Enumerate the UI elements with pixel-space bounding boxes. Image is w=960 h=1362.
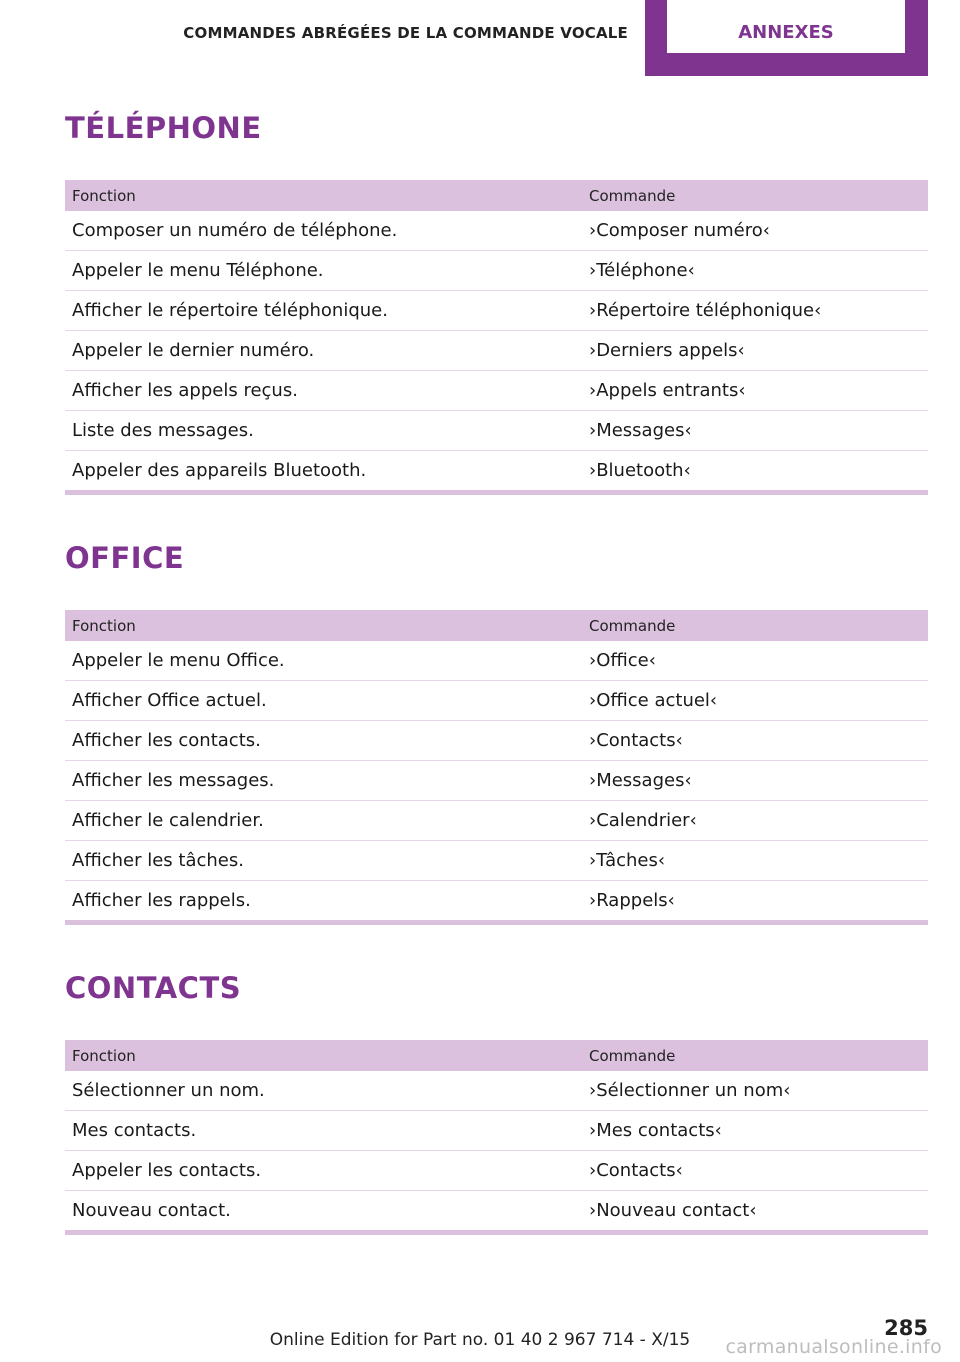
function-cell: Appeler le menu Téléphone. (65, 251, 582, 291)
command-cell: ›Office‹ (582, 641, 928, 681)
table-row (65, 211, 928, 251)
column-header-commande: Commande (582, 1040, 928, 1071)
command-cell: ›Contacts‹ (582, 1151, 928, 1191)
command-cell: ›Tâches‹ (582, 841, 928, 881)
table-row (65, 1151, 928, 1191)
table-bottom-rule (65, 1230, 928, 1235)
column-header-commande: Commande (582, 180, 928, 211)
function-cell: Afficher le calendrier. (65, 801, 582, 841)
section-title: CONTACTS (65, 971, 242, 1005)
function-cell: Afficher les contacts. (65, 721, 582, 761)
table-row (65, 251, 928, 291)
table-row (65, 371, 928, 411)
function-cell: Appeler le dernier numéro. (65, 331, 582, 371)
column-header-fonction: Fonction (65, 610, 582, 641)
command-cell: ›Rappels‹ (589, 890, 675, 911)
function-cell: Afficher Office actuel. (65, 681, 582, 721)
command-cell: ›Calendrier‹ (582, 801, 928, 841)
function-cell: Appeler les contacts. (65, 1151, 582, 1191)
command-cell: ›Messages‹ (582, 761, 928, 801)
watermark: carmanualsonline.info (725, 1336, 942, 1358)
table-row (65, 881, 928, 921)
table-bottom-rule (65, 490, 928, 495)
command-cell: ›Office actuel‹ (582, 681, 928, 721)
function-cell: Afficher les tâches. (65, 841, 582, 881)
table-row (65, 641, 928, 681)
column-header-commande: Commande (582, 610, 928, 641)
function-cell: Sélectionner un nom. (65, 1071, 582, 1111)
table-row (65, 721, 928, 761)
table-row (65, 681, 928, 721)
table-row (65, 1071, 928, 1111)
command-cell: ›Appels entrants‹ (582, 371, 928, 411)
commands-table (65, 1040, 928, 1230)
table-header-row (65, 610, 928, 641)
table-row (65, 291, 928, 331)
table-bottom-rule (65, 920, 928, 925)
table-row (65, 1111, 928, 1151)
function-cell: Appeler le menu Office. (65, 641, 582, 681)
function-cell: Afficher les rappels. (72, 890, 251, 911)
table-row (65, 411, 928, 451)
command-cell: ›Sélectionner un nom‹ (582, 1071, 928, 1111)
section-title: OFFICE (65, 541, 185, 575)
chapter-tab (645, 0, 928, 76)
table-header-row (65, 1040, 928, 1071)
table-header-row (65, 180, 928, 211)
function-cell: Mes contacts. (65, 1111, 582, 1151)
command-cell: ›Messages‹ (582, 411, 928, 451)
command-cell: ›Derniers appels‹ (582, 331, 928, 371)
command-cell: ›Mes contacts‹ (582, 1111, 928, 1151)
command-cell: ›Contacts‹ (582, 721, 928, 761)
commands-table (65, 610, 928, 920)
command-cell: ›Nouveau contact‹ (589, 1200, 757, 1221)
command-cell: ›Téléphone‹ (582, 251, 928, 291)
chapter-tab-label: ANNEXES (667, 0, 905, 53)
function-cell: Nouveau contact. (72, 1200, 231, 1221)
command-cell: ›Composer numéro‹ (582, 211, 928, 251)
function-cell: Afficher les appels reçus. (65, 371, 582, 411)
section-telephone (65, 110, 928, 495)
section-title: TÉLÉPHONE (65, 111, 262, 145)
column-header-fonction: Fonction (65, 180, 582, 211)
column-header-fonction: Fonction (65, 1040, 582, 1071)
function-cell: Liste des messages. (65, 411, 582, 451)
section-contacts (65, 970, 928, 1235)
function-cell: Appeler des appareils Bluetooth. (72, 460, 367, 481)
page-number: 285 (884, 1316, 928, 1340)
function-cell: Composer un numéro de téléphone. (65, 211, 582, 251)
table-row (65, 801, 928, 841)
chapter-title: COMMANDES ABRÉGÉES DE LA COMMANDE VOCALE (183, 24, 628, 42)
table-row (65, 331, 928, 371)
table-row (65, 761, 928, 801)
section-office (65, 540, 928, 925)
function-cell: Afficher le répertoire téléphonique. (65, 291, 582, 331)
command-cell: ›Bluetooth‹ (589, 460, 691, 481)
table-row (65, 1191, 928, 1231)
commands-table (65, 180, 928, 490)
command-cell: ›Répertoire téléphonique‹ (582, 291, 928, 331)
function-cell: Afficher les messages. (65, 761, 582, 801)
table-row (65, 451, 928, 491)
edition-footer: Online Edition for Part no. 01 40 2 967 714 - X/15 (269, 1330, 691, 1350)
table-row (65, 841, 928, 881)
